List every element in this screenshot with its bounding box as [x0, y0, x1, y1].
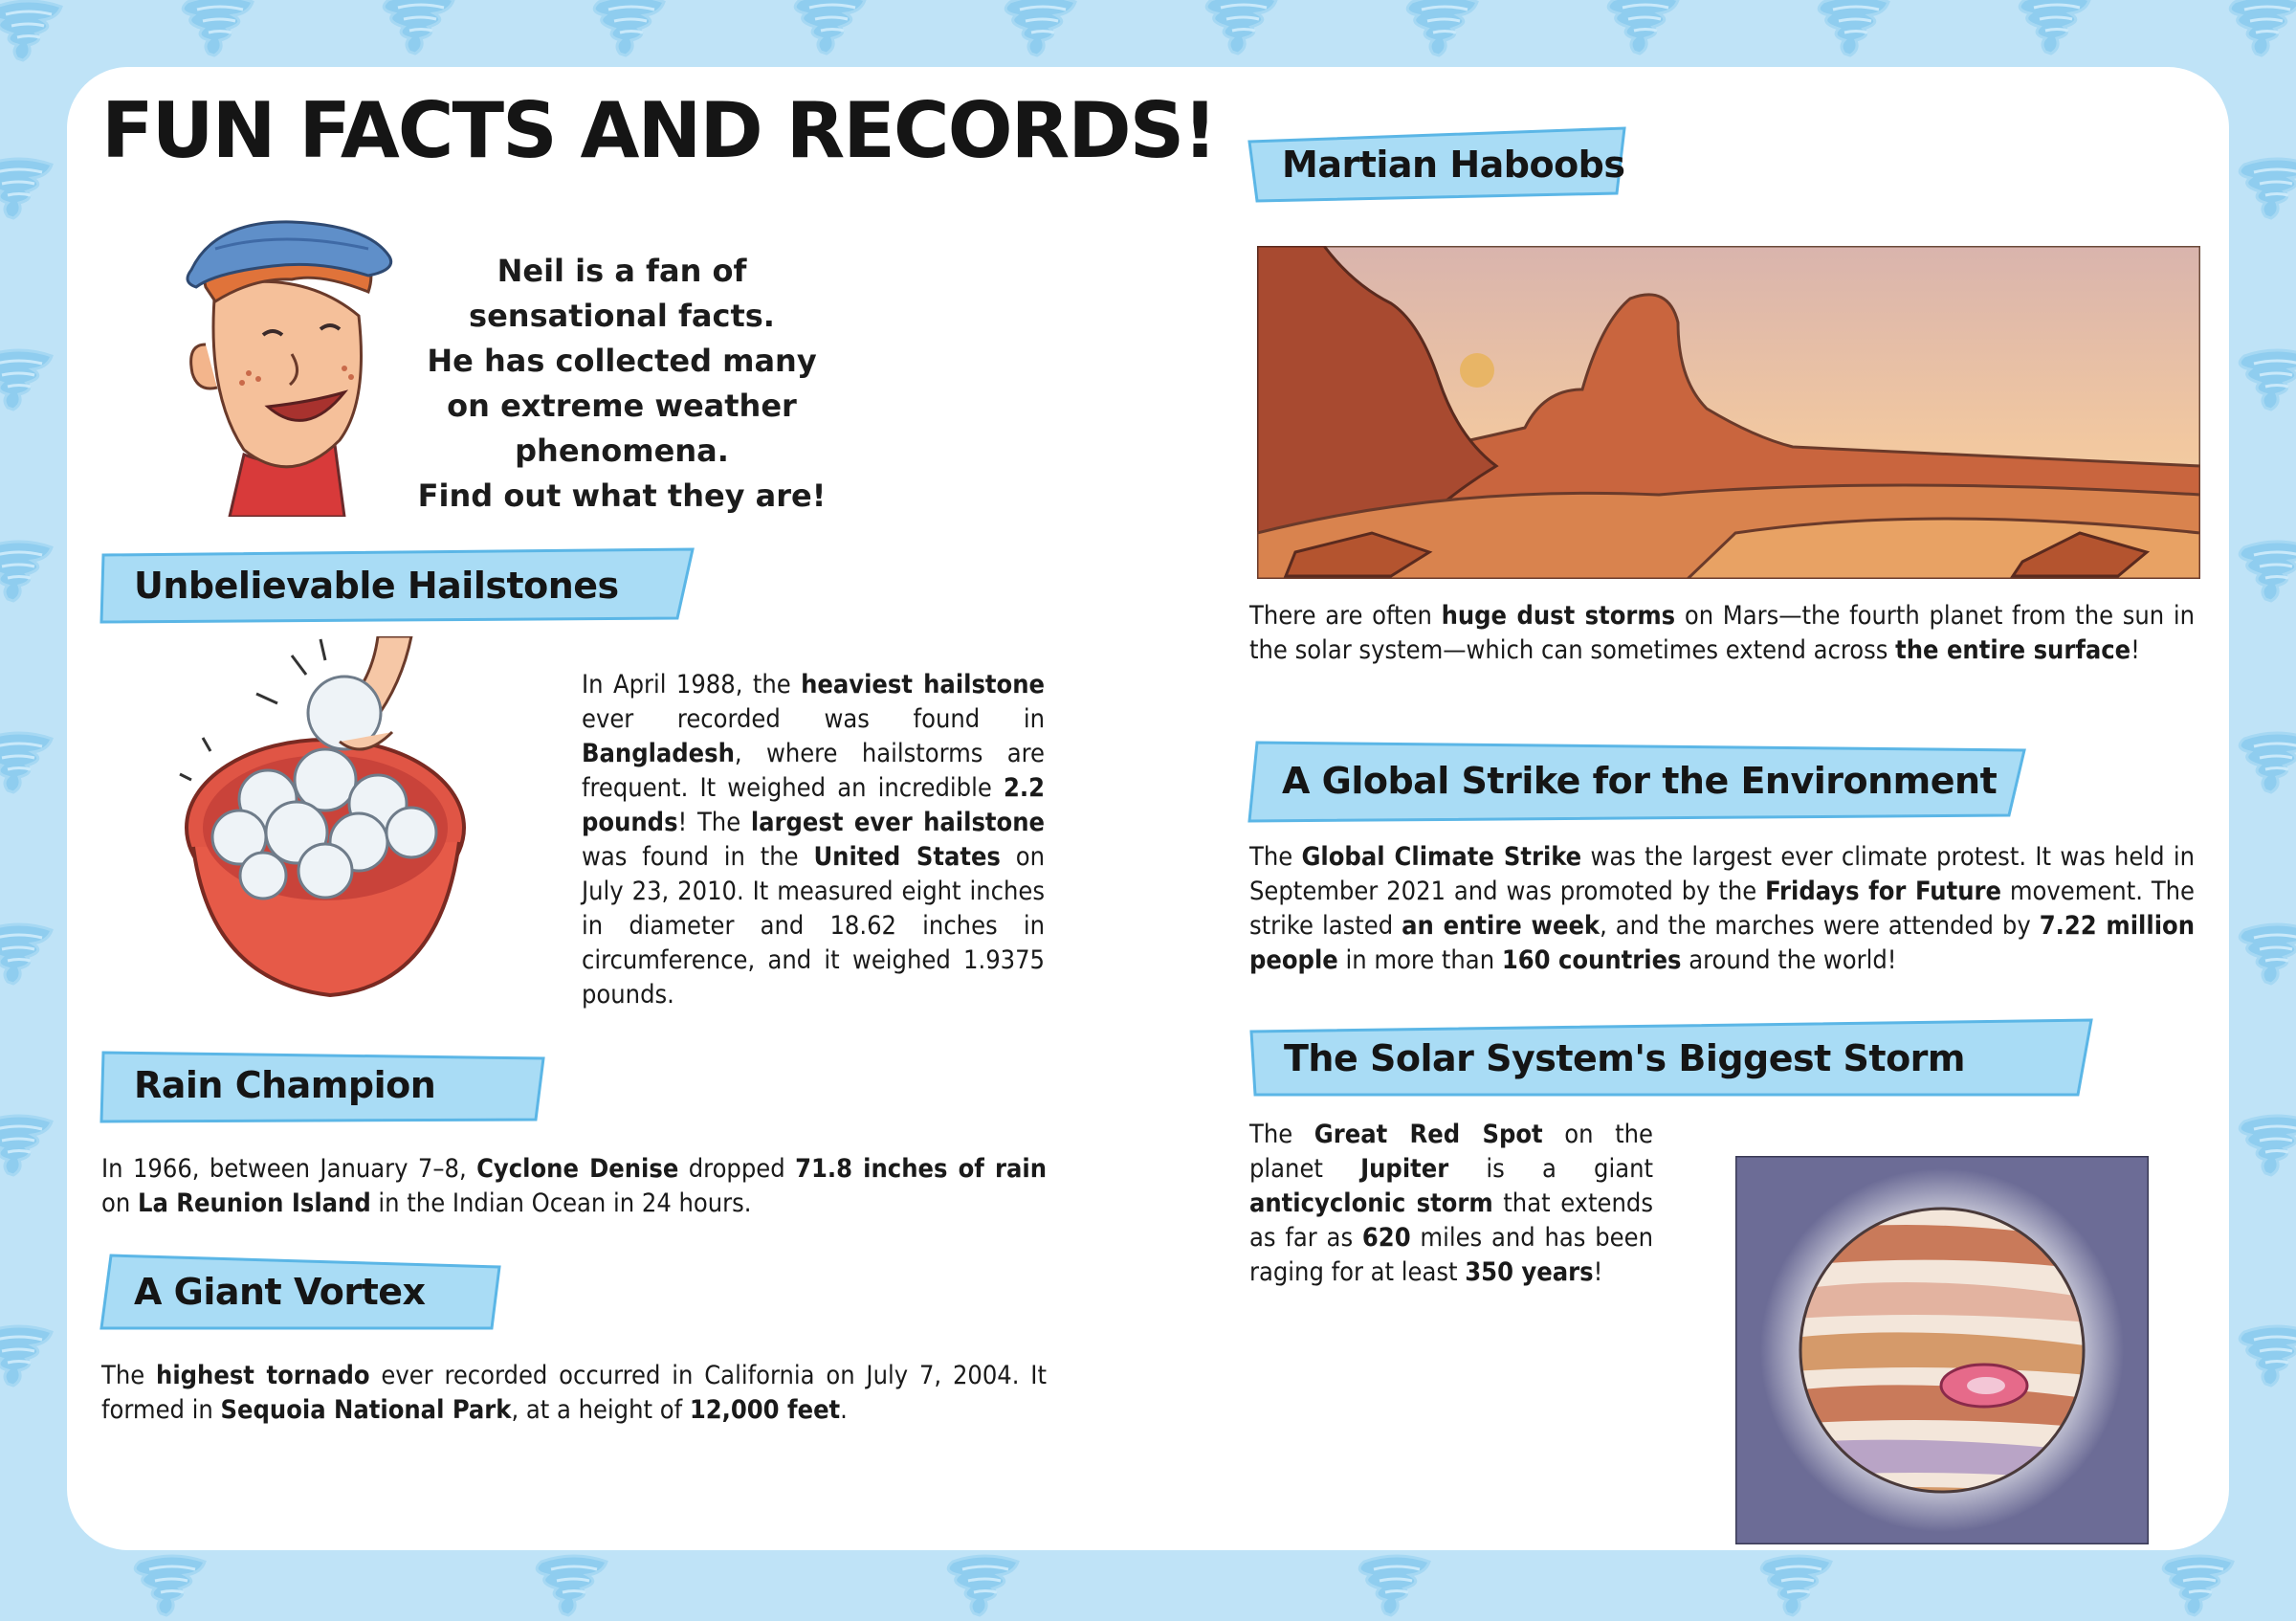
text-run: around the world!: [1681, 945, 1897, 975]
text-emphasis: Sequoia National Park: [220, 1395, 512, 1425]
heading-storm: The Solar System's Biggest Storm: [1284, 1037, 1966, 1079]
mars-landscape-illustration: [1257, 246, 2200, 579]
heading-vortex: A Giant Vortex: [134, 1271, 426, 1313]
text-emphasis: the entire surface: [1895, 635, 2131, 665]
text-run: was the largest ever climate protest. It was held in September 2021 and was promoted by the: [1249, 842, 2195, 906]
content-card: [67, 67, 2229, 1550]
text-run: In 1966, between January 7–8,: [101, 1154, 477, 1184]
text-emphasis: Cyclone Denise: [476, 1154, 679, 1184]
text-run: ever recorded occurred in California on July 7, 2004. It formed in: [101, 1361, 1047, 1425]
text-emphasis: huge dust storms: [1441, 601, 1676, 631]
intro-line-4: Find out what they are!: [417, 477, 827, 514]
text-run: on Mars—the fourth planet from the sun in the solar system—which can sometimes extend across: [1249, 601, 2196, 665]
heading-rain: Rain Champion: [134, 1064, 436, 1106]
text-emphasis: 620: [1361, 1223, 1411, 1253]
text-run: There are often: [1249, 601, 1442, 631]
text-run: The: [1249, 1120, 1314, 1149]
text-run: ever recorded was found in: [582, 704, 1045, 734]
text-emphasis: Global Climate Strike: [1301, 842, 1582, 872]
text-run: , and the marches were attended by: [1600, 911, 2040, 941]
text-emphasis: 71.8 inches of rain: [795, 1154, 1047, 1184]
heading-banner-mars: [1247, 126, 1628, 203]
heading-banner-storm: [1249, 1018, 2095, 1099]
intro-text: [411, 249, 832, 519]
text-emphasis: Bangladesh: [582, 739, 735, 768]
text-emphasis: La Reunion Island: [137, 1188, 371, 1218]
heading-hailstones: Unbelievable Hailstones: [134, 565, 619, 607]
text-run: In April 1988, the: [582, 670, 802, 699]
text-emphasis: 12,000 feet: [689, 1395, 841, 1425]
text-run: , at a height of: [511, 1395, 690, 1425]
heading-strike: A Global Strike for the Environment: [1282, 760, 1998, 802]
text-run: ! The: [677, 808, 751, 837]
text-emphasis: United States: [813, 842, 1001, 872]
intro-line-2: He has collected many: [427, 343, 817, 379]
text-emphasis: 7.22 million people: [1249, 911, 2196, 975]
rain-paragraph: [101, 1152, 1047, 1221]
heading-mars: Martian Haboobs: [1282, 144, 1625, 186]
text-emphasis: largest ever hailstone: [750, 808, 1045, 837]
hailstone-bucket-illustration: [172, 636, 488, 1010]
text-run: is a giant: [1448, 1154, 1654, 1184]
text-run: in the Indian Ocean in 24 hours.: [370, 1188, 752, 1218]
text-emphasis: Great Red Spot: [1314, 1120, 1543, 1149]
jupiter-illustration: [1735, 1156, 2149, 1544]
heading-banner-rain: [99, 1047, 547, 1123]
text-emphasis: highest tornado: [156, 1361, 370, 1390]
text-emphasis: an entire week: [1402, 911, 1601, 941]
mars-paragraph: [1249, 599, 2195, 668]
text-run: on the planet: [1249, 1120, 1653, 1184]
storm-paragraph: [1249, 1118, 1653, 1290]
text-run: .: [840, 1395, 848, 1425]
text-run: , where hailstorms are frequent. It weighed an incredible: [582, 739, 1045, 803]
text-run: movement. The strike lasted: [1249, 877, 2195, 941]
text-run: The: [1249, 842, 1302, 872]
heading-banner-hailstones: [99, 547, 696, 624]
intro-line-3: on extreme weather phenomena.: [447, 388, 797, 469]
text-emphasis: anticyclonic storm: [1249, 1188, 1493, 1218]
text-run: !: [1593, 1257, 1603, 1287]
text-run: was found in the: [582, 842, 814, 872]
text-emphasis: Jupiter: [1360, 1154, 1449, 1184]
text-run: on July 23, 2010. It measured eight inches in diameter and 18.62 inches in circumference, and it weighed 1.9375 pounds.: [582, 842, 1046, 1010]
page-title: FUN FACTS AND RECORDS!: [101, 86, 1216, 175]
intro-line-1: Neil is a fan of sensational facts.: [469, 253, 775, 334]
text-emphasis: 2.2 pounds: [582, 773, 1045, 837]
text-run: that extends as far as: [1249, 1188, 1653, 1253]
text-run: !: [2130, 635, 2140, 665]
text-run: on: [101, 1188, 138, 1218]
heading-banner-vortex: [99, 1254, 501, 1330]
heading-banner-strike: [1247, 739, 2026, 823]
text-emphasis: heaviest hailstone: [801, 670, 1045, 699]
hailstones-paragraph: [582, 668, 1045, 1012]
text-emphasis: 350 years: [1465, 1257, 1594, 1287]
vortex-paragraph: [101, 1359, 1047, 1428]
text-run: The: [101, 1361, 157, 1390]
strike-paragraph: [1249, 840, 2195, 978]
text-run: miles and has been raging for at least: [1249, 1223, 1653, 1287]
text-run: in more than: [1337, 945, 1502, 975]
text-run: dropped: [678, 1154, 796, 1184]
text-emphasis: Fridays for Future: [1765, 877, 2001, 906]
text-emphasis: 160 countries: [1501, 945, 1682, 975]
